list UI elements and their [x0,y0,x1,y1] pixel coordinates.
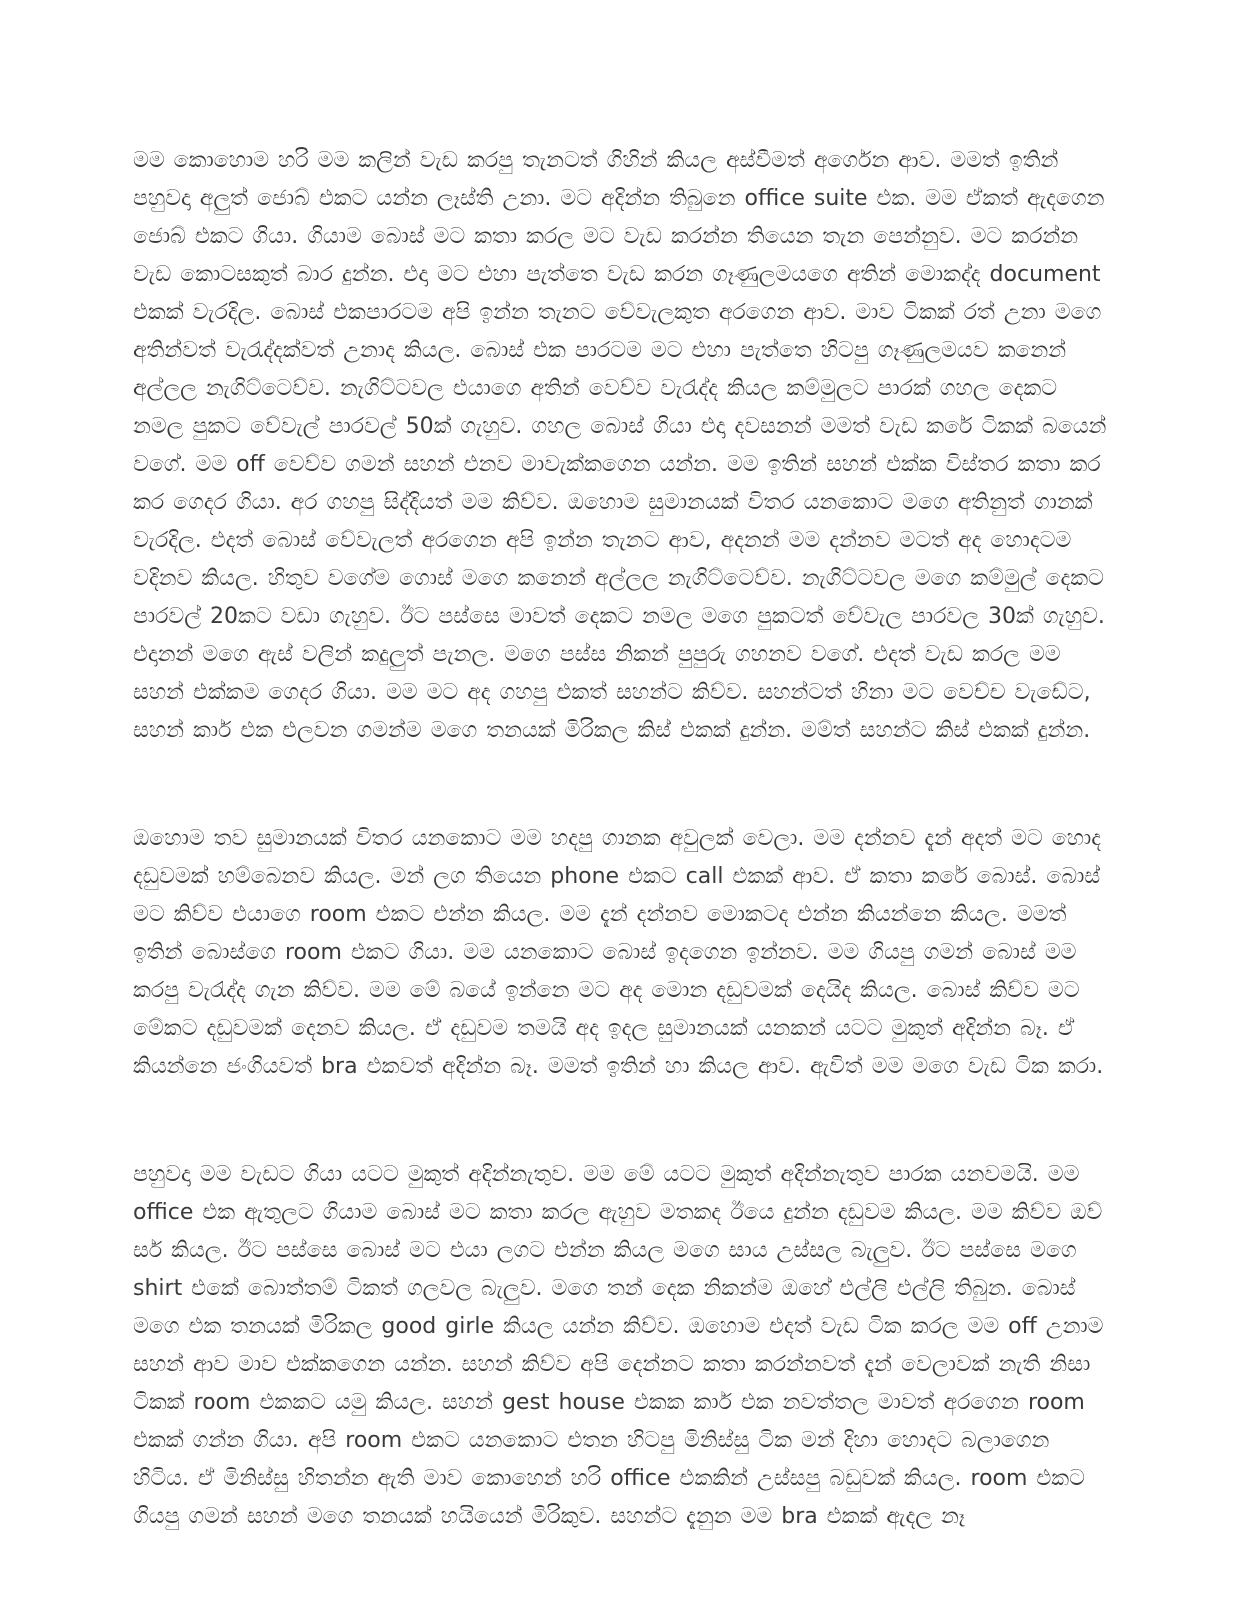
paragraph-3: පහුවදා මම වැඩට ගියා යටට මුකුත් අදින්නැතුව. මම මේ යටට මුකුත් අදින්නැතුව පාරක යනවමයි. මම office එක ඇතුලට ගියාම බොස් මට කතා කරල ඇහුව මතකද ඊයෙ දුන්න දඩුවම කියල. මම කිව්ව ඔව් සර් කියල. ඊට පස්සෙ බොස් මට එයා ලගට එන්න කියල මගෙ සාය උස්සල බැලුව. ඊට පස්සෙ මගෙ shirt එකේ බොත්තම් ටිකත් ගලවල බැලුව. මගෙ තන් දෙක නිකන්ම ඔහේ එල්ලි එල්ලි තිබුන. බොස් මගෙ එක තනයක් මිරිකල good girle කියල යන්න කිව්ව. ඔහොම එදත් වැඩ ටික කරල මම off උනාම සහන් ආව මාව එක්කගෙන යන්න. සහන් කිව්ව අපි දෙන්නට කතා කරන්නවත් දැන් වෙලාවක් නැති නිසා ටිකක් room එකකට යමු කියල. සහන් gest house එකක කාර් එක නවත්තල මාවත් අරගෙන room එකක් ගන්න ගියා. අපි room එකට යනකොට එතන හිටපු මිනිස්සු ටික මන් දිහා හොදට බලාගෙන හිටිය. ඒ මිනිස්සු හිතන්න ඇති මාව කොහෙන් හරි office එකකින් උස්සපු බඩුවක් කියල. room එකට ගියපු ගමන් සහන් මගෙ තනයක් හයියෙන් මිරිකුව. සහන්ට දැනුන මම bra එකක් ඇදල නෑ [133,1162,1104,1529]
paragraph-2: ඔහොම තව සුමානයක් විතර යනකොට මම හදපු ගානක අවුලක් වෙලා. මම දන්නව දැන් අදත් මට හොද දඩුවමක් හම්බෙනව කියල. මන් ලග තියෙන phone එකට call එකක් ආව. ඒ කතා කරේ බොස්. බොස් මට කිව්ව එයාගෙ room එකට එන්න කියල. මම දැන් දන්නව මොකටද එන්න කියන්නෙ කියල. මමත් ඉතින් බොස්ගෙ room එකට ගියා. මම යනකොට බොස් ඉදගෙන ඉන්නව. මම ගියපු ගමන් බොස් මම කරපු වැරැද්ද ගැන කිව්ව. මම මේ බයේ ඉන්නෙ මට අද මොන දඩුවමක් දෙයිද කියල. බොස් කිව්ව මට මේකට දඩුවමක් දෙනව කියල. ඒ දඩුවම තමයි අද ඉදල සුමානයක් යනකන් යටට මුකුත් අදින්න බෑ. ඒ කියන්නෙ ජංගියවත් bra එකවත් අදින්න බෑ. මමත් ඉතින් හා කියල ආව. ඇවිත් මම මගෙ වැඩ ටික කරා. [133,826,1104,1079]
paragraph-1: මම කොහොම හරි මම කලින් වැඩ කරපු තැනටත් ගිහින් කියල අස්වීමත් අර්ගෙන ආව. මමත් ඉතින් පහුවදා අලුත් ජොබ් එකට යන්න ලෑස්ති උනා. මට අදින්න තිබුනෙ office suite එක. මම ඒකත් ඇදගෙන ජොබ් එකට ගියා. ගියාම බොස් මට කතා කරල මට වැඩ කරන්න තියෙන තැන පෙන්නුව. මට කරන්න වැඩ කොටසකුත් බාර දුන්න. එදා මට එහා පැත්තෙ වැඩ කරන ගෑණුලමයගෙ අතින් මොකද්ද document එකක් වැරදිල. බොස් එකපාරටම අපි ඉන්න තැනට වේවැලකුත අරගෙන ආව. මාව ටිකක් රත් උනා මගෙ අතින්වත් වැරැද්දක්වත් උනාද කියල. බොස් එක පාරටම මට එහා පැත්තෙ හිටපු ගෑණුලමයව කනෙන් අල්ලල නැගිට්ටෙව්ව. නැගිට්ටවල එයාගෙ අතින් වෙව්ව වැරැද්ද කියල කම්මුලට පාරක් ගහල දෙකට නමල පුකට වේවැල් පාරවල් 50ක් ගැහුව. ගහල බොස් ගියා එදා දවසනන් මමත් වැඩ කරේ ටිකක් බයෙන් වගේ. මම off වෙව්ව ගමන් සහන් එනව මාවැක්කගෙන යන්න. මම ඉතින් සහන් එක්ක විස්තර කතා කර කර ගෙදර ගියා. අර ගහපු සිද්දියත් මම කිව්ව. ඔහොම සුමානයක් විතර යනකොට මගෙ අතිනුත් ගානක් වැරදිල. එදත් බොස් වේවැලත් අරගෙන අපි ඉන්න තැනට ආව, අදනන් මම දන්නව මටත් අද හොදටම වදිනව කියල. හිතුව වගේම ගොස් මගෙ කනෙන් අල්ලල නැගිට්ටෙව්ව. නැගිට්ටවල මගෙ කම්මුල් දෙකට පාරවල් 20කට වඩා ගැහුව. ඊට පස්සෙ මාවත් දෙකට නමල මගෙ පුකටත් වේවැල පාරවල 30ක් ගැහුව. එදානන් මගෙ ඇස් වලින් කදුලුත් පැනල. මගෙ පස්ස නිකන් පුපුරු ගහනව වගේ. එදත් වැඩ කරල මම සහන් එක්කම ගෙදර ගියා. මම මට අද ගහපු එකත් සහන්ට කිව්ව. සහන්ටත් හිනා මට වෙච්ච වැඩේට, සහන් කාර් එක එලවන ගමන්ම මගෙ තනයක් මිරිකල කිස් එකක් දුන්න. මම්ත් සහන්ට කිස් එකක් දුන්න. [133,148,1107,743]
